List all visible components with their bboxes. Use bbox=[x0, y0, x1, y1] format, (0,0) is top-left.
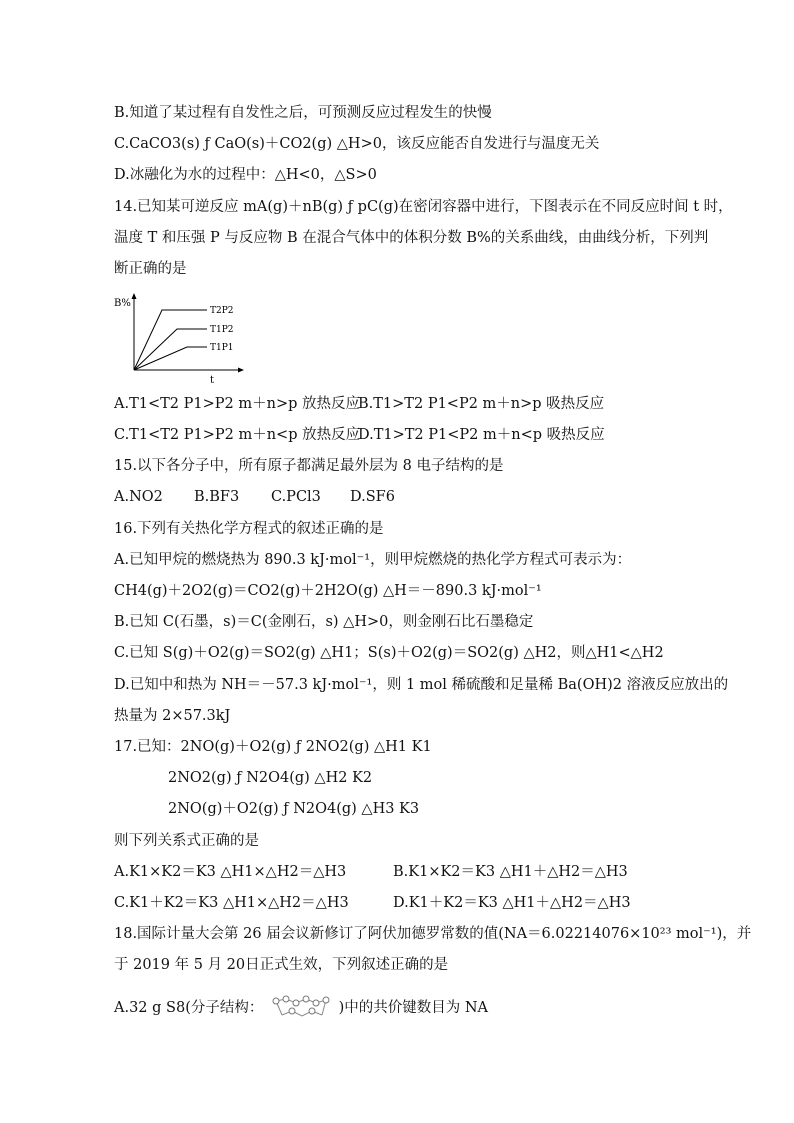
q17-option-d: D.K1＋K2＝K3 △H1＋△H2＝△H3 bbox=[393, 895, 631, 911]
b-percent-chart bbox=[112, 290, 252, 385]
q14-option-a: A.T1<T2 P1>P2 m＋n>p 放热反应 bbox=[114, 396, 360, 412]
series-label-t2p2: T2P2 bbox=[210, 306, 234, 316]
question-17-eq-3: 2NO(g)＋O2(g) ƒ N2O4(g) △H3 K3 bbox=[168, 801, 420, 817]
series-label-t1p2: T1P2 bbox=[210, 325, 234, 335]
q14-option-c: C.T1<T2 P1>P2 m＋n<p 放热反应 bbox=[114, 427, 361, 443]
q17-option-b: B.K1×K2＝K3 △H1＋△H2＝△H3 bbox=[393, 864, 628, 880]
q16-option-c: C.已知 S(g)＋O2(g)＝SO2(g) △H1；S(s)＋O2(g)＝SO2(g) △H2，则△H1<△H2 bbox=[114, 645, 664, 661]
q16-option-a-equation: CH4(g)＋2O2(g)＝CO2(g)＋2H2O(g) △H＝－890.3 kJ·mol⁻¹ bbox=[114, 583, 542, 599]
question-14-stem-1: 14.已知某可逆反应 mA(g)＋nB(g) ƒ pC(g)在密闭容器中进行，下图表示在不同反应时间 t 时， bbox=[114, 199, 733, 215]
question-15-stem: 15.以下各分子中，所有原子都满足最外层为 8 电子结构的是 bbox=[114, 458, 504, 474]
option-c-caco3: C.CaCO3(s) ƒ CaO(s)＋CO2(g) △H>0，该反应能否自发进行与温度无关 bbox=[114, 136, 600, 152]
question-17-eq-1: 17.已知：2NO(g)＋O2(g) ƒ 2NO2(g) △H1 K1 bbox=[114, 739, 432, 755]
question-16-stem: 16.下列有关热化学方程式的叙述正确的是 bbox=[114, 521, 384, 537]
q15-option-c: C.PCl3 bbox=[271, 489, 321, 505]
series-line-t1p1 bbox=[134, 347, 207, 370]
series-line-t2p2 bbox=[134, 310, 207, 370]
q18-option-a-text-2: )中的共价键数目为 NA bbox=[338, 1000, 489, 1016]
question-14-stem-3: 断正确的是 bbox=[114, 261, 187, 277]
q16-option-d-cont: 热量为 2×57.3kJ bbox=[114, 708, 231, 724]
question-17-stem: 则下列关系式正确的是 bbox=[114, 833, 259, 849]
option-d-ice: D.冰融化为水的过程中：△H<0，△S>0 bbox=[114, 167, 377, 183]
q17-option-c: C.K1＋K2＝K3 △H1×△H2＝△H3 bbox=[114, 895, 349, 911]
series-label-t1p1: T1P1 bbox=[210, 343, 234, 353]
q14-option-b: B.T1>T2 P1<P2 m＋n>p 吸热反应 bbox=[358, 396, 605, 412]
q16-option-d: D.已知中和热为 NH＝－57.3 kJ·mol⁻¹，则 1 mol 稀硫酸和足量稀 Ba(OH)2 溶液反应放出的 bbox=[114, 677, 729, 693]
q14-option-d: D.T1>T2 P1<P2 m＋n<p 吸热反应 bbox=[358, 427, 605, 443]
question-18-stem-2: 于 2019 年 5 月 20日正式生效，下列叙述正确的是 bbox=[114, 957, 449, 973]
question-14-stem-2: 温度 T 和压强 P 与反应物 B 在混合气体中的体积分数 B%的关系曲线，由曲线分析，下列判 bbox=[114, 230, 709, 246]
q15-option-b: B.BF3 bbox=[194, 489, 240, 505]
s8-molecule-icon bbox=[272, 995, 330, 1021]
q18-option-a-text: A.32 g S8(分子结构： bbox=[114, 1000, 264, 1016]
question-18-stem-1: 18.国际计量大会第 26 届会议新修订了阿伏加德罗常数的值(NA＝6.02214076×10²³ mol⁻¹)，并 bbox=[114, 926, 752, 942]
x-axis-label: t bbox=[210, 375, 215, 385]
question-17-eq-2: 2NO2(g) ƒ N2O4(g) △H2 K2 bbox=[168, 770, 373, 786]
q16-option-a: A.已知甲烷的燃烧热为 890.3 kJ·mol⁻¹，则甲烷燃烧的热化学方程式可表示为： bbox=[114, 552, 632, 568]
option-b-spontaneity: B.知道了某过程有自发性之后，可预测反应过程发生的快慢 bbox=[114, 105, 492, 121]
q17-option-a: A.K1×K2＝K3 △H1×△H2＝△H3 bbox=[114, 864, 347, 880]
y-axis-label: B% bbox=[114, 298, 131, 309]
q15-option-a: A.NO2 bbox=[114, 489, 163, 505]
q15-option-d: D.SF6 bbox=[350, 489, 395, 505]
q18-option-a bbox=[114, 995, 488, 1021]
series-line-t1p2 bbox=[134, 329, 207, 370]
q16-option-b: B.已知 C(石墨，s)＝C(金刚石，s) △H>0，则金刚石比石墨稳定 bbox=[114, 614, 534, 630]
